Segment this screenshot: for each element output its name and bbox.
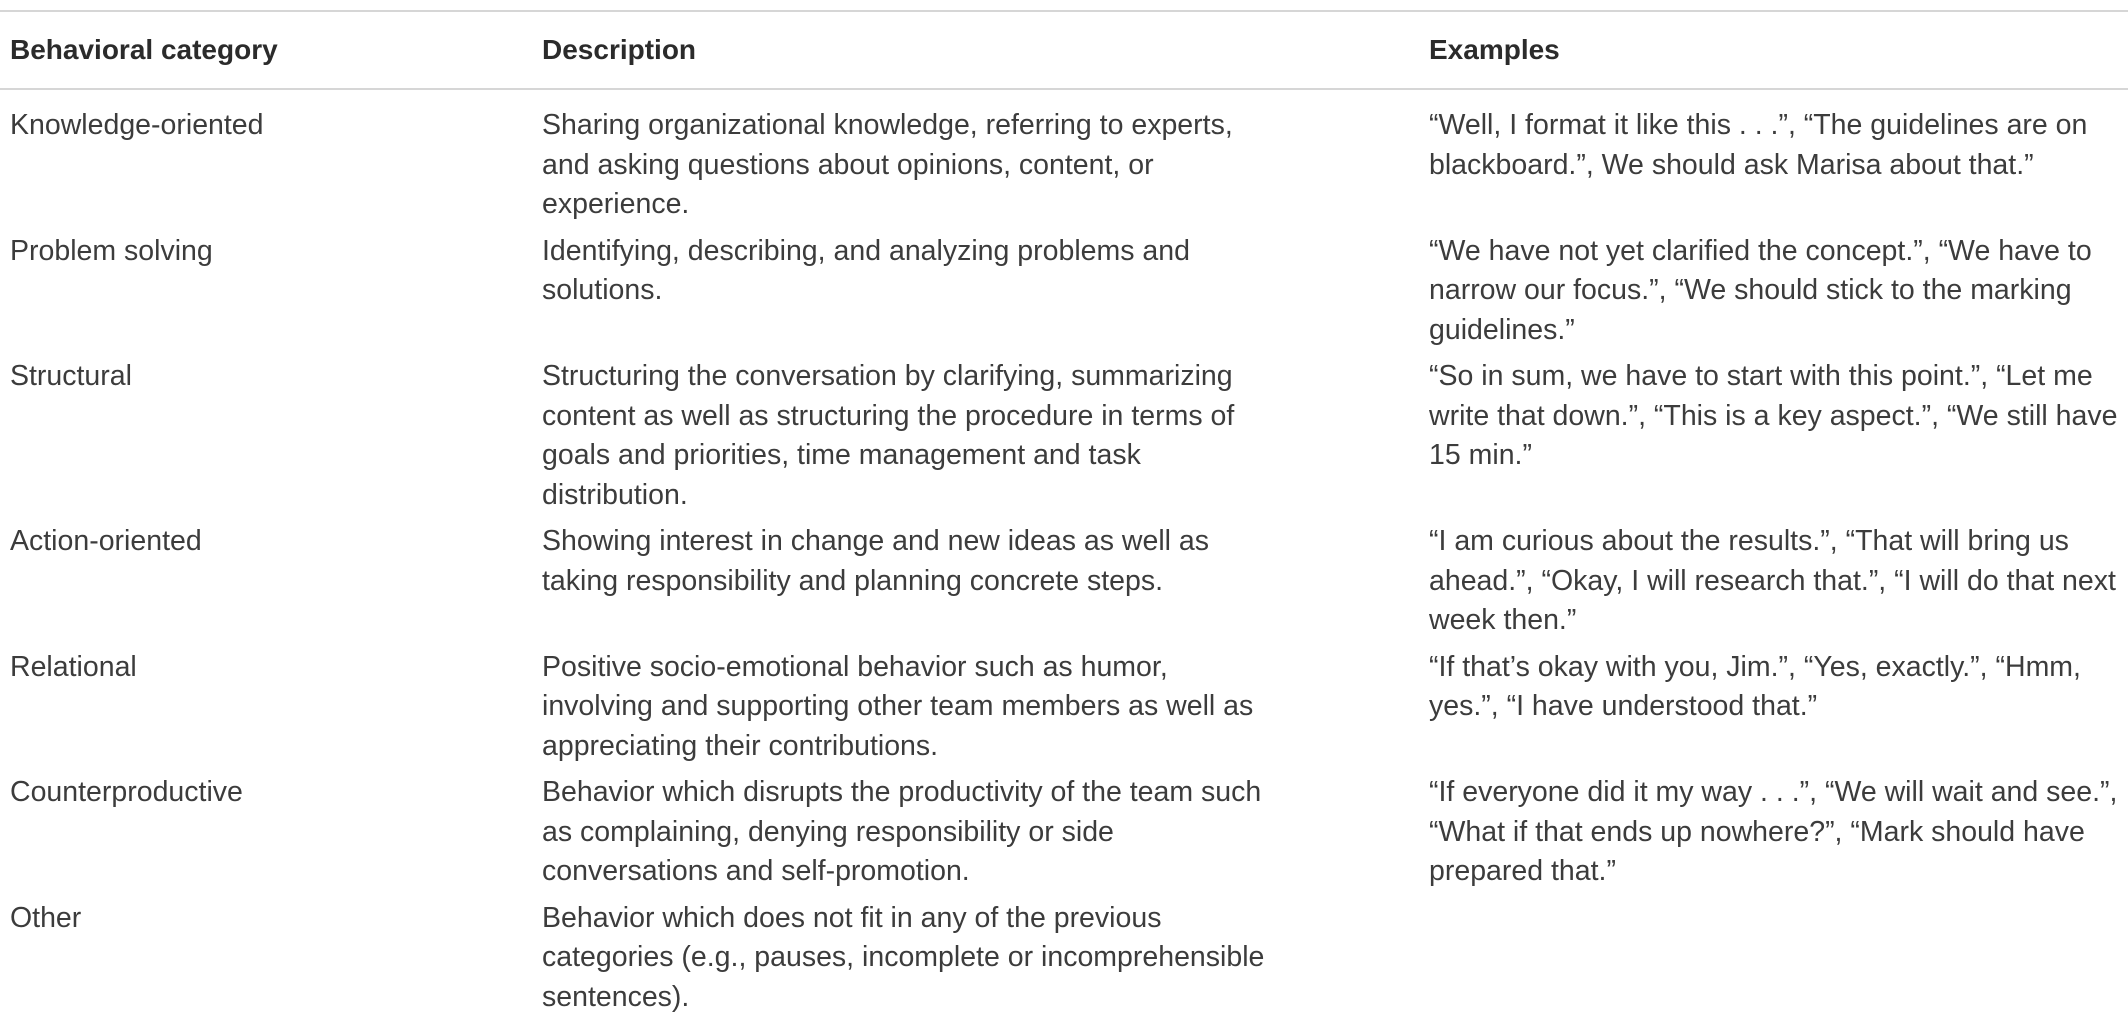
table-body [0, 89, 2128, 1024]
description-cell: Structuring the conversation by clarifying, summarizing content as well as structuring the procedure in terms of goals and priorities, time management and task distribution. [532, 357, 1419, 522]
category-cell: Action-oriented [0, 522, 532, 648]
examples-cell: “If everyone did it my way . . .”, “We will wait and see.”, “What if that ends up nowhere?”, “Mark should have prepared that.” [1419, 773, 2128, 899]
description-cell: Behavior which disrupts the productivity of the team such as complaining, denying responsibility or side conversations and self-promotion. [532, 773, 1419, 899]
category-cell: Structural [0, 357, 532, 522]
header-description: Description [532, 11, 1419, 89]
table-row [0, 773, 2128, 899]
category-cell: Problem solving [0, 232, 532, 358]
description-cell: Behavior which does not fit in any of the previous categories (e.g., pauses, incomplete or incomprehensible sentences). [532, 899, 1419, 1024]
header-row [0, 11, 2128, 89]
description-cell: Positive socio-emotional behavior such as humor, involving and supporting other team members as well as appreciating their contributions. [532, 648, 1419, 774]
header-examples: Examples [1419, 11, 2128, 89]
description-cell: Showing interest in change and new ideas as well as taking responsibility and planning concrete steps. [532, 522, 1419, 648]
table-row [0, 232, 2128, 358]
examples-cell [1419, 899, 2128, 1024]
examples-cell: “So in sum, we have to start with this point.”, “Let me write that down.”, “This is a key aspect.”, “We still have 15 min.” [1419, 357, 2128, 522]
table-row [0, 89, 2128, 232]
table-row [0, 648, 2128, 774]
examples-cell: “Well, I format it like this . . .”, “The guidelines are on blackboard.”, We should ask Marisa about that.” [1419, 89, 2128, 232]
description-cell: Sharing organizational knowledge, referring to experts, and asking questions about opinions, content, or experience. [532, 89, 1419, 232]
description-cell: Identifying, describing, and analyzing problems and solutions. [532, 232, 1419, 358]
table-row [0, 357, 2128, 522]
table-row [0, 899, 2128, 1024]
category-cell: Other [0, 899, 532, 1024]
behavior-category-table [0, 10, 2128, 1024]
category-cell: Counterproductive [0, 773, 532, 899]
table-row [0, 522, 2128, 648]
examples-cell: “I am curious about the results.”, “That will bring us ahead.”, “Okay, I will research that.”, “I will do that next week then.” [1419, 522, 2128, 648]
examples-cell: “We have not yet clarified the concept.”, “We have to narrow our focus.”, “We should stick to the marking guidelines.” [1419, 232, 2128, 358]
category-cell: Knowledge-oriented [0, 89, 532, 232]
table-header [0, 11, 2128, 89]
examples-cell: “If that’s okay with you, Jim.”, “Yes, exactly.”, “Hmm, yes.”, “I have understood that.” [1419, 648, 2128, 774]
header-behavioral-category: Behavioral category [0, 11, 532, 89]
category-cell: Relational [0, 648, 532, 774]
